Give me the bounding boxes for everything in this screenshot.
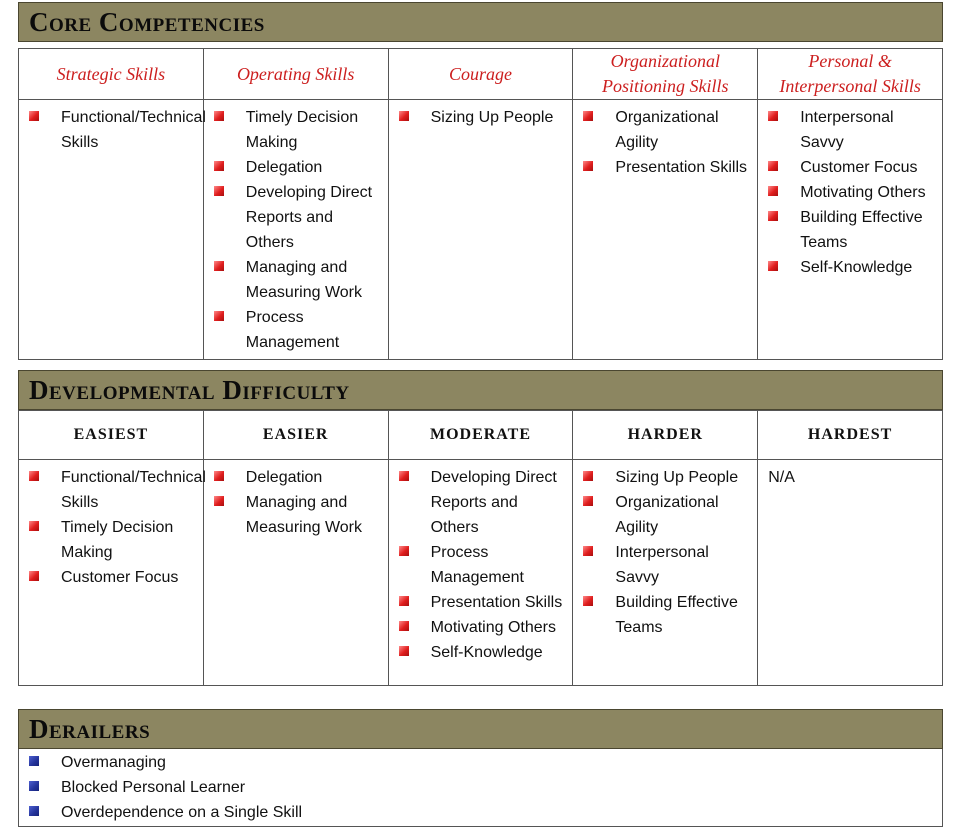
red-square-bullet-icon: [583, 596, 593, 606]
col-head-moderate: MODERATE: [388, 411, 573, 460]
red-square-bullet-icon: [399, 596, 409, 606]
list-item: Organizational Agility: [583, 490, 751, 540]
list-item: Customer Focus: [768, 155, 936, 180]
list-item: Functional/Technical Skills: [29, 105, 197, 155]
derailers-list: [19, 749, 942, 829]
list-item: Blocked Personal Learner: [29, 775, 936, 800]
list-item: Self-Knowledge: [399, 640, 567, 665]
list-item: Delegation: [214, 155, 382, 180]
core-competencies-table: [18, 48, 943, 360]
list-item: Timely Decision Making: [214, 105, 382, 155]
derailers-header: [18, 709, 943, 749]
bullet-list: [389, 460, 573, 669]
col-head-easier: EASIER: [203, 411, 388, 460]
red-square-bullet-icon: [768, 261, 778, 271]
list-item: Building Effective Teams: [768, 205, 936, 255]
red-square-bullet-icon: [399, 546, 409, 556]
col-head-hardest: HARDEST: [758, 411, 943, 460]
list-item: Overmanaging: [29, 750, 936, 775]
core-cell-operating: [203, 100, 388, 360]
bullet-list: [204, 460, 388, 544]
red-square-bullet-icon: [768, 161, 778, 171]
list-item: Customer Focus: [29, 565, 197, 590]
red-square-bullet-icon: [583, 161, 593, 171]
core-competencies-title: Core Competencies: [29, 6, 265, 37]
core-cell-organizational: [573, 100, 758, 360]
red-square-bullet-icon: [214, 186, 224, 196]
list-item: Interpersonal Savvy: [768, 105, 936, 155]
red-square-bullet-icon: [29, 111, 39, 121]
list-item: Self-Knowledge: [768, 255, 936, 280]
red-square-bullet-icon: [29, 521, 39, 531]
list-item: Developing Direct Reports and Others: [399, 465, 567, 540]
bullet-list: [204, 100, 388, 359]
difficulty-cell-moderate: [388, 460, 573, 686]
red-square-bullet-icon: [29, 571, 39, 581]
derailers-title: Derailers: [29, 713, 151, 744]
red-square-bullet-icon: [214, 161, 224, 171]
red-square-bullet-icon: [214, 311, 224, 321]
difficulty-cell-easier: [203, 460, 388, 686]
red-square-bullet-icon: [583, 471, 593, 481]
hardest-value: N/A: [768, 469, 795, 486]
red-square-bullet-icon: [399, 621, 409, 631]
blue-square-bullet-icon: [29, 756, 39, 766]
col-head-harder: HARDER: [573, 411, 758, 460]
difficulty-cell-easiest: [19, 460, 204, 686]
red-square-bullet-icon: [768, 211, 778, 221]
red-square-bullet-icon: [214, 111, 224, 121]
list-item: Functional/Technical Skills: [29, 465, 197, 515]
derailers-body: [18, 749, 943, 827]
red-square-bullet-icon: [399, 646, 409, 656]
bullet-list: [573, 100, 757, 184]
blue-square-bullet-icon: [29, 806, 39, 816]
col-head-organizational: Organizational Positioning Skills: [573, 49, 758, 100]
core-cell-personal: [758, 100, 943, 360]
red-square-bullet-icon: [399, 471, 409, 481]
list-item: Motivating Others: [399, 615, 567, 640]
col-head-personal: Personal & Interpersonal Skills: [758, 49, 943, 100]
red-square-bullet-icon: [583, 496, 593, 506]
difficulty-cell-harder: [573, 460, 758, 686]
col-head-operating: Operating Skills: [203, 49, 388, 100]
list-item: Process Management: [214, 305, 382, 355]
developmental-difficulty-title: Developmental Difficulty: [29, 374, 350, 405]
list-item: Building Effective Teams: [583, 590, 751, 640]
list-item: Presentation Skills: [399, 590, 567, 615]
blue-square-bullet-icon: [29, 781, 39, 791]
red-square-bullet-icon: [583, 111, 593, 121]
list-item: Interpersonal Savvy: [583, 540, 751, 590]
bullet-list: [573, 460, 757, 644]
core-competencies-section: [18, 2, 943, 360]
list-item: Sizing Up People: [399, 105, 567, 130]
red-square-bullet-icon: [768, 111, 778, 121]
red-square-bullet-icon: [29, 471, 39, 481]
list-item: Delegation: [214, 465, 382, 490]
list-item: Developing Direct Reports and Others: [214, 180, 382, 255]
developmental-difficulty-table: [18, 410, 943, 686]
bullet-list: [19, 100, 206, 159]
list-item: Motivating Others: [768, 180, 936, 205]
core-cell-courage: [388, 100, 573, 360]
list-item: Managing and Measuring Work: [214, 255, 382, 305]
core-cell-strategic: [19, 100, 204, 360]
bullet-list: [19, 460, 206, 594]
red-square-bullet-icon: [214, 471, 224, 481]
list-item: Timely Decision Making: [29, 515, 197, 565]
list-item: Presentation Skills: [583, 155, 751, 180]
developmental-difficulty-section: [18, 370, 943, 686]
bullet-list: [389, 100, 573, 134]
list-item: Sizing Up People: [583, 465, 751, 490]
list-item: Process Management: [399, 540, 567, 590]
list-item: Managing and Measuring Work: [214, 490, 382, 540]
red-square-bullet-icon: [399, 111, 409, 121]
red-square-bullet-icon: [768, 186, 778, 196]
red-square-bullet-icon: [214, 496, 224, 506]
col-head-strategic: Strategic Skills: [19, 49, 204, 100]
core-competencies-header: [18, 2, 943, 42]
derailers-section: [18, 709, 943, 827]
difficulty-cell-hardest: [758, 460, 943, 686]
col-head-easiest: EASIEST: [19, 411, 204, 460]
list-item: Organizational Agility: [583, 105, 751, 155]
red-square-bullet-icon: [583, 546, 593, 556]
col-head-courage: Courage: [388, 49, 573, 100]
red-square-bullet-icon: [214, 261, 224, 271]
list-item: Overdependence on a Single Skill: [29, 800, 936, 825]
bullet-list: [758, 100, 942, 284]
developmental-difficulty-header: [18, 370, 943, 410]
